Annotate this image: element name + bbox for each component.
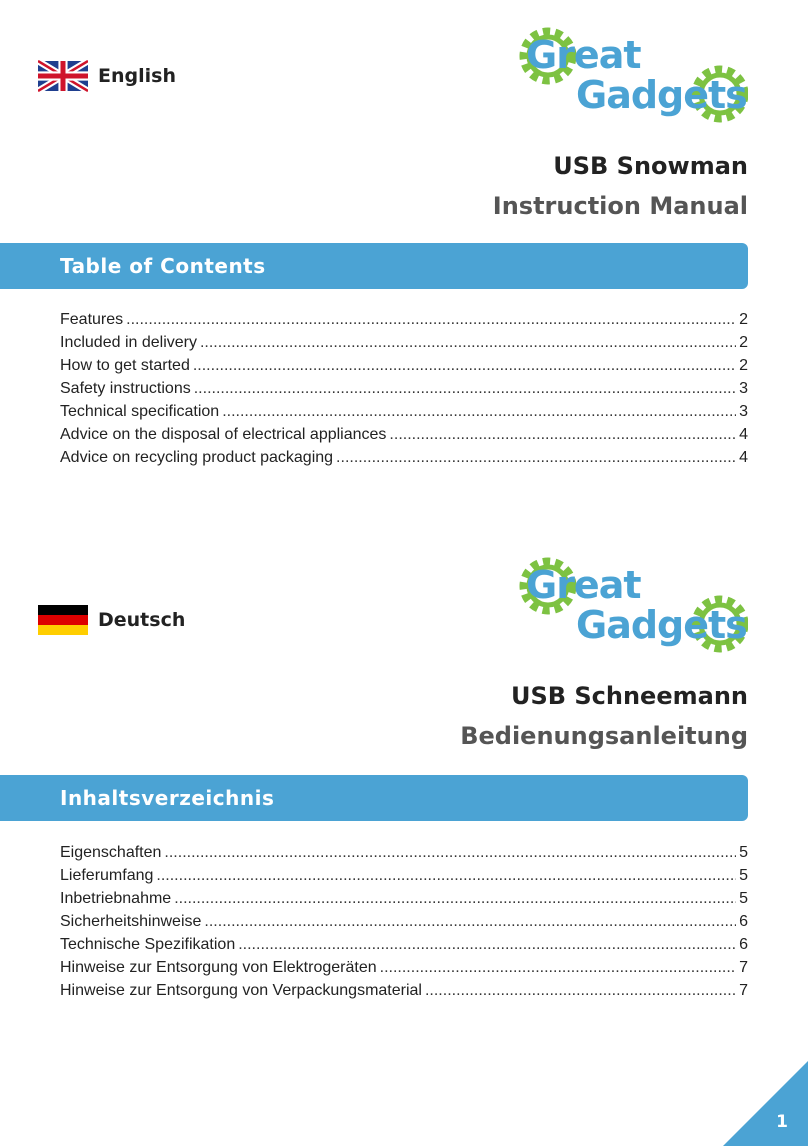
toc-entry-page: 5 <box>739 890 748 907</box>
toc-entry[interactable] <box>60 308 748 331</box>
toc-entry-label: Advice on recycling product packaging <box>60 449 334 466</box>
toc-entry-label: Technical specification <box>60 403 220 420</box>
language-header-deutsch <box>38 604 185 636</box>
page-number: 1 <box>776 1112 788 1132</box>
toc-entry-label: Safety instructions <box>60 380 191 397</box>
toc-heading: Inhaltsverzeichnis <box>60 786 275 810</box>
toc-entry[interactable] <box>60 910 748 933</box>
toc-entry-page: 7 <box>739 982 748 999</box>
toc-entry-page: 6 <box>739 913 748 930</box>
toc-heading-banner <box>0 775 748 821</box>
toc-leader <box>164 841 736 864</box>
toc-entry[interactable] <box>60 841 748 864</box>
table-of-contents-deutsch <box>60 841 748 1002</box>
great-gadgets-logo <box>508 18 748 128</box>
uk-flag-icon <box>38 60 88 92</box>
toc-leader <box>193 354 736 377</box>
toc-heading-banner <box>0 243 748 289</box>
toc-entry-page: 3 <box>739 403 748 420</box>
product-title: USB Schneemann <box>510 682 748 710</box>
page-corner-triangle <box>723 1061 808 1146</box>
toc-entry-label: Advice on the disposal of electrical appliances <box>60 426 387 443</box>
toc-entry[interactable] <box>60 400 748 423</box>
toc-entry-page: 5 <box>739 867 748 884</box>
toc-entry[interactable] <box>60 956 748 979</box>
toc-leader <box>336 446 736 469</box>
toc-entry-page: 7 <box>739 959 748 976</box>
toc-leader <box>200 331 736 354</box>
toc-leader <box>380 956 736 979</box>
german-flag-icon <box>38 604 88 636</box>
logo-line-1: Great <box>526 563 641 607</box>
toc-entry[interactable] <box>60 979 748 1002</box>
toc-entry-page: 4 <box>739 449 748 466</box>
toc-entry[interactable] <box>60 331 748 354</box>
toc-entry[interactable] <box>60 354 748 377</box>
toc-entry-label: Eigenschaften <box>60 844 162 861</box>
title-block-deutsch <box>460 682 748 750</box>
toc-entry-label: How to get started <box>60 357 190 374</box>
logo-line-2: Gadgets <box>576 73 747 117</box>
toc-entry-label: Inbetriebnahme <box>60 890 172 907</box>
toc-leader <box>156 864 736 887</box>
product-title: USB Snowman <box>553 152 748 180</box>
language-header-english <box>38 60 176 92</box>
toc-entry[interactable] <box>60 864 748 887</box>
toc-entry-page: 2 <box>739 357 748 374</box>
language-label: Deutsch <box>98 609 186 631</box>
toc-entry-page: 2 <box>739 311 748 328</box>
logo-line-1: Great <box>526 33 641 77</box>
toc-entry[interactable] <box>60 446 748 469</box>
document-title: Bedienungsanleitung <box>460 722 748 750</box>
toc-entry-page: 6 <box>739 936 748 953</box>
logo-line-2: Gadgets <box>576 603 747 647</box>
toc-leader <box>174 887 736 910</box>
toc-entry-label: Included in delivery <box>60 334 197 351</box>
toc-leader <box>222 400 736 423</box>
toc-entry-page: 4 <box>739 426 748 443</box>
toc-entry-page: 3 <box>739 380 748 397</box>
title-block-english <box>493 152 748 220</box>
language-label: English <box>98 65 176 87</box>
toc-entry[interactable] <box>60 377 748 400</box>
toc-heading: Table of Contents <box>60 254 266 278</box>
toc-entry[interactable] <box>60 887 748 910</box>
table-of-contents-english <box>60 308 748 469</box>
toc-entry-label: Lieferumfang <box>60 867 154 884</box>
great-gadgets-logo <box>508 548 748 658</box>
toc-leader <box>204 910 736 933</box>
document-title: Instruction Manual <box>492 192 748 220</box>
toc-leader <box>389 423 736 446</box>
toc-leader <box>194 377 736 400</box>
toc-entry[interactable] <box>60 933 748 956</box>
toc-leader <box>425 979 736 1002</box>
toc-entry-label: Hinweise zur Entsorgung von Verpackungsmaterial <box>60 982 422 999</box>
toc-entry-label: Sicherheitshinweise <box>60 913 202 930</box>
toc-entry-label: Technische Spezifikation <box>60 936 236 953</box>
toc-leader <box>126 308 736 331</box>
toc-leader <box>238 933 736 956</box>
toc-entry-label: Features <box>60 311 124 328</box>
toc-entry-page: 2 <box>739 334 748 351</box>
toc-entry[interactable] <box>60 423 748 446</box>
toc-entry-label: Hinweise zur Entsorgung von Elektrogeräten <box>60 959 377 976</box>
toc-entry-page: 5 <box>739 844 748 861</box>
